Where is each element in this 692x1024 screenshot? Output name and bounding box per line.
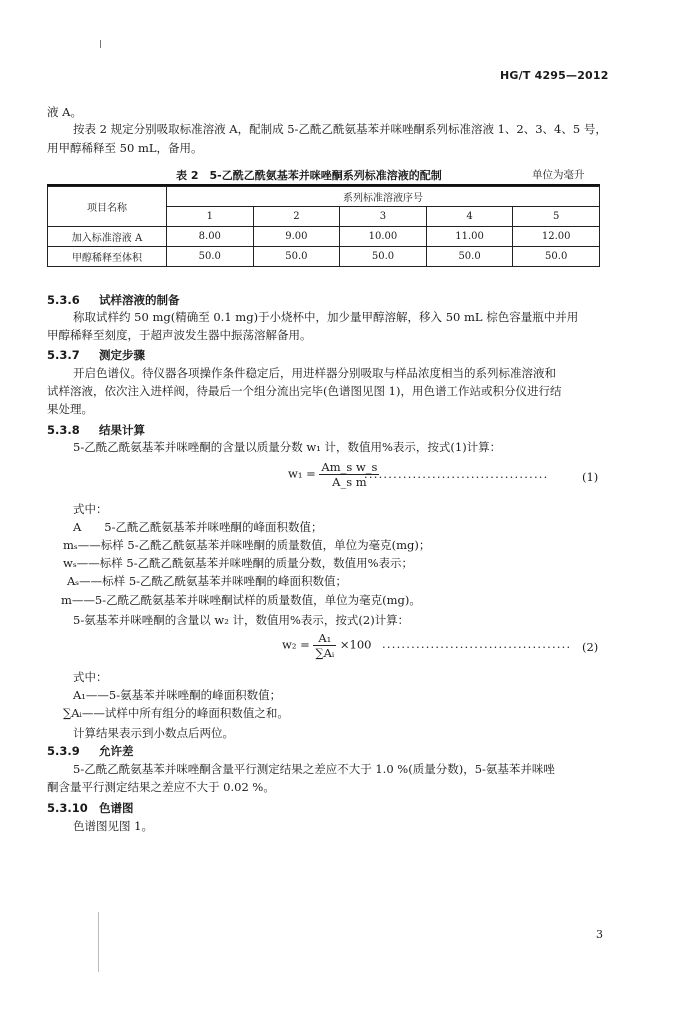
column-header: 2 bbox=[253, 207, 340, 227]
where-label: 式中： bbox=[73, 670, 108, 684]
formula-2 bbox=[282, 631, 371, 660]
table-2 bbox=[47, 186, 600, 267]
standard-code: HG/T 4295—2012 bbox=[500, 69, 609, 82]
section-heading bbox=[47, 292, 180, 308]
paragraph-line: 试样溶液，依次注入进样阀，待最后一个组分流出完毕(色谱图见图 1)，用色谱工作站或积分仪进行结 bbox=[47, 384, 562, 398]
formula-leader-dots: ······································· bbox=[382, 640, 572, 654]
column-header: 4 bbox=[426, 207, 513, 227]
table-row bbox=[48, 227, 600, 247]
paragraph-line: 开启色谱仪。待仪器各项操作条件稳定后，用进样器分别吸取与样品浓度相当的系列标准溶液和 bbox=[73, 366, 556, 380]
formula-lhs: w₁ = bbox=[288, 466, 316, 481]
table-cell: 50.0 bbox=[167, 247, 254, 267]
section-number: 5.3.9 bbox=[47, 744, 80, 758]
paragraph-line: 酮含量平行测定结果之差应不大于 0.02 %。 bbox=[47, 780, 275, 794]
table-cell: 10.00 bbox=[340, 227, 427, 247]
column-header: 5 bbox=[513, 207, 600, 227]
section-number: 5.3.6 bbox=[47, 293, 80, 307]
section-heading bbox=[47, 800, 134, 816]
table-unit: 单位为毫升 bbox=[532, 169, 585, 181]
paragraph-line: 称取试样约 50 mg(精确至 0.1 mg)于小烧杯中，加少量甲醇溶解，移入 50 mL 棕色容量瓶中并用 bbox=[73, 310, 579, 324]
column-header: 1 bbox=[167, 207, 254, 227]
formula-tag: (1) bbox=[582, 470, 599, 484]
formula-numerator: Am_s w_s bbox=[321, 460, 378, 474]
formula-tag: (2) bbox=[582, 640, 599, 654]
paragraph-line: 液 A。 bbox=[47, 105, 82, 119]
table-cell: 50.0 bbox=[253, 247, 340, 267]
row-label: 加入标准溶液 A bbox=[48, 227, 167, 247]
definition-line: m——5-乙酰乙酰氨基苯并咪唑酮试样的质量数值，单位为毫克(mg)。 bbox=[61, 593, 421, 607]
section-number: 5.3.10 bbox=[47, 801, 88, 815]
paragraph-line: 计算结果表示到小数点后两位。 bbox=[73, 726, 234, 740]
section-heading bbox=[47, 743, 134, 759]
table-caption: 表 2 5-乙酰乙酰氨基苯并咪唑酮系列标准溶液的配制 bbox=[176, 169, 442, 182]
table-cell: 9.00 bbox=[253, 227, 340, 247]
formula-denominator: ∑Aᵢ bbox=[315, 646, 335, 660]
table-cell: 12.00 bbox=[513, 227, 600, 247]
definition-line: wₛ——标样 5-乙酰乙酰氨基苯并咪唑酮的质量分数，数值用%表示； bbox=[63, 556, 414, 570]
formula-denominator: A_s m bbox=[332, 475, 367, 489]
table-cell: 11.00 bbox=[426, 227, 513, 247]
definition-line: Aₛ——标样 5-乙酰乙酰氨基苯并咪唑酮的峰面积数值； bbox=[67, 574, 348, 588]
definition-line: ∑Aᵢ——试样中所有组分的峰面积数值之和。 bbox=[63, 706, 289, 720]
margin-mark bbox=[100, 40, 101, 48]
where-label: 式中： bbox=[73, 502, 108, 516]
section-title: 允许差 bbox=[99, 744, 134, 758]
section-number: 5.3.7 bbox=[47, 348, 80, 362]
section-heading bbox=[47, 422, 145, 438]
section-title: 测定步骤 bbox=[99, 348, 145, 362]
paragraph-line: 色谱图见图 1。 bbox=[73, 819, 153, 833]
paragraph-line: 甲醇稀释至刻度，于超声波发生器中振荡溶解备用。 bbox=[47, 328, 312, 342]
table-cell: 8.00 bbox=[167, 227, 254, 247]
paragraph-line: 5-乙酰乙酰氨基苯并咪唑酮的含量以质量分数 w₁ 计，数值用%表示，按式(1)计算： bbox=[73, 440, 502, 454]
paragraph-line: 按表 2 规定分别吸取标准溶液 A，配制成 5-乙酰乙酰氨基苯并咪唑酮系列标准溶液 1、2、3、4、5 号， bbox=[73, 122, 607, 136]
table-row bbox=[48, 247, 600, 267]
paragraph-line: 5-乙酰乙酰氨基苯并咪唑酮含量平行测定结果之差应不大于 1.0 %(质量分数)，5-氨基苯并咪唑 bbox=[73, 762, 555, 776]
paragraph-line: 用甲醇稀释至 50 mL，备用。 bbox=[47, 141, 203, 155]
definition-line: mₛ——标样 5-乙酰乙酰氨基苯并咪唑酮的质量数值，单位为毫克(mg)； bbox=[63, 538, 431, 552]
paragraph-line: 5-氨基苯并咪唑酮的含量以 w₂ 计，数值用%表示，按式(2)计算： bbox=[73, 613, 410, 627]
page-number: 3 bbox=[596, 928, 603, 941]
formula-leader-dots: ······································ bbox=[364, 470, 549, 484]
section-number: 5.3.8 bbox=[47, 423, 80, 437]
section-title: 色谱图 bbox=[99, 801, 134, 815]
section-title: 试样溶液的制备 bbox=[99, 293, 180, 307]
section-title: 结果计算 bbox=[99, 423, 145, 437]
table-cell: 50.0 bbox=[340, 247, 427, 267]
table-cell: 50.0 bbox=[426, 247, 513, 267]
formula-numerator: A₁ bbox=[313, 631, 336, 646]
column-header: 3 bbox=[340, 207, 427, 227]
formula-fraction bbox=[313, 631, 336, 660]
formula-multiplier: ×100 bbox=[339, 637, 372, 652]
row-label: 甲醇稀释至体积 bbox=[48, 247, 167, 267]
table-cell: 50.0 bbox=[513, 247, 600, 267]
table-header-item: 项目名称 bbox=[48, 187, 167, 227]
definition-line: A 5-乙酰乙酰氨基苯并咪唑酮的峰面积数值； bbox=[73, 520, 323, 534]
section-heading bbox=[47, 347, 145, 363]
table-header-group: 系列标准溶液序号 bbox=[167, 187, 600, 207]
paragraph-line: 果处理。 bbox=[47, 402, 93, 416]
formula-lhs: w₂ = bbox=[282, 637, 310, 652]
margin-mark bbox=[98, 912, 99, 972]
definition-line: A₁——5-氨基苯并咪唑酮的峰面积数值； bbox=[73, 688, 282, 702]
